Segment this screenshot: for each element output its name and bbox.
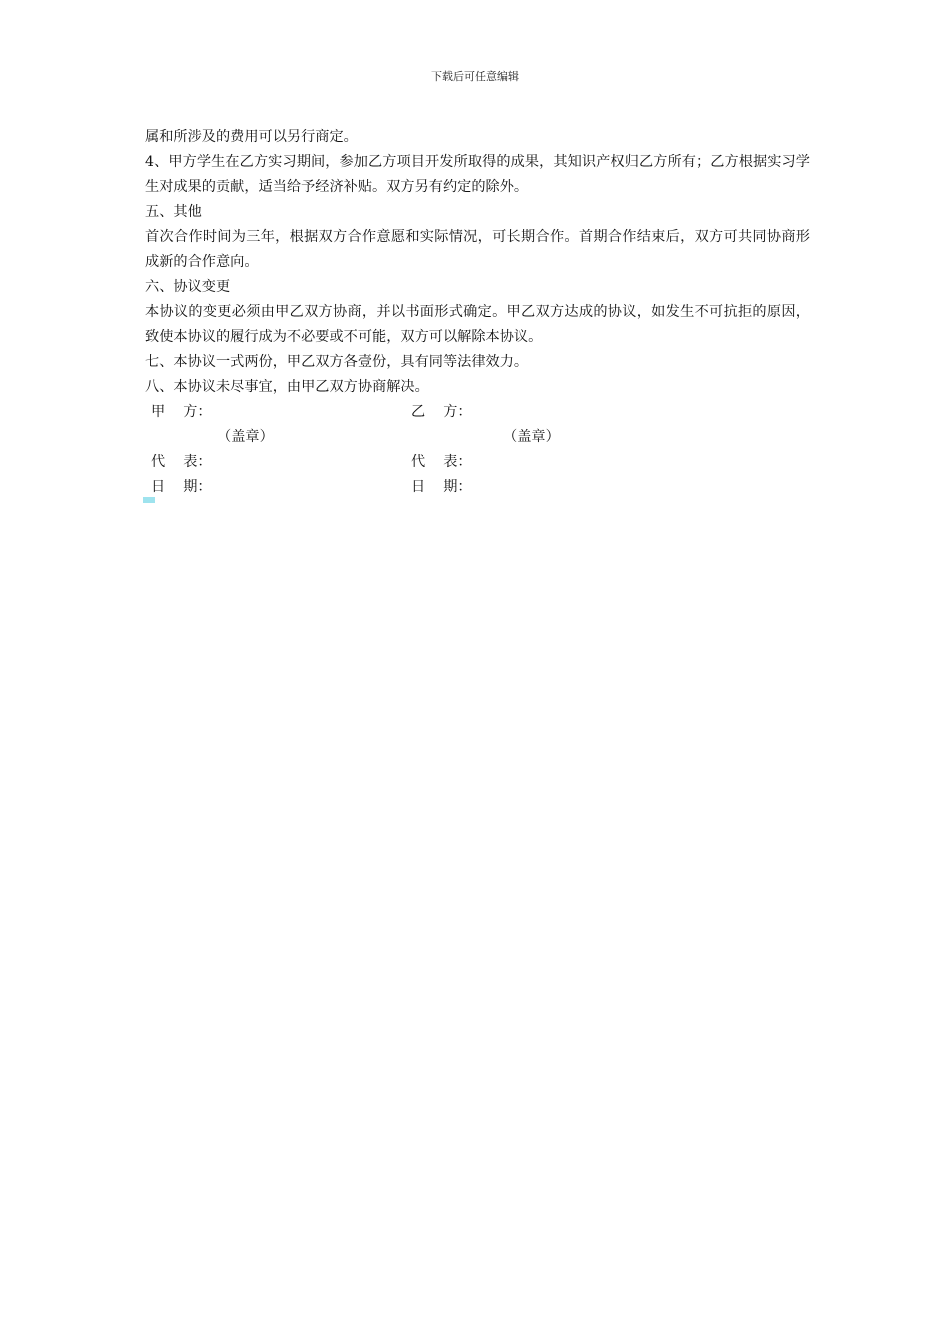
date-a-label: 日 期： (151, 479, 212, 495)
seal-left-label: （盖章） (217, 429, 274, 445)
paragraph-fee-note: 属和所涉及的费用可以另行商定。 (145, 129, 358, 145)
signature-row-party (145, 400, 810, 425)
text-cursor-marker (143, 497, 155, 503)
page-header: 下载后可任意编辑 (431, 70, 519, 83)
rep-a-label: 代 表： (151, 454, 212, 470)
paragraph-amendment: 本协议的变更必须由甲乙双方协商，并以书面形式确定。甲乙双方达成的协议，如发生不可抗拒的原因，致使本协议的履行成为不必要或不可能，双方可以解除本协议。 (145, 304, 810, 345)
paragraph-ip-ownership: 4、甲方学生在乙方实习期间，参加乙方项目开发所取得的成果，其知识产权归乙方所有；乙方根据实习学生对成果的贡献，适当给予经济补贴。双方另有约定的除外。 (145, 154, 810, 195)
document-body (145, 125, 810, 500)
signature-row-seal (145, 425, 810, 450)
paragraph-unresolved-matters: 八、本协议未尽事宜，由甲乙双方协商解决。 (145, 379, 429, 395)
party-b-label: 乙 方： (411, 404, 472, 420)
section-heading-other: 五、其他 (145, 204, 202, 220)
signature-row-representative (145, 450, 810, 475)
rep-b-label: 代 表： (411, 454, 472, 470)
signature-row-date (145, 475, 810, 500)
date-b-label: 日 期： (411, 479, 472, 495)
section-heading-amendment: 六、协议变更 (145, 279, 231, 295)
paragraph-cooperation-term: 首次合作时间为三年，根据双方合作意愿和实际情况，可长期合作。首期合作结束后，双方可共同协商形成新的合作意向。 (145, 229, 810, 270)
seal-right-label: （盖章） (503, 429, 560, 445)
paragraph-copies: 七、本协议一式两份，甲乙双方各壹份，具有同等法律效力。 (145, 354, 529, 370)
party-a-label: 甲 方： (151, 404, 212, 420)
